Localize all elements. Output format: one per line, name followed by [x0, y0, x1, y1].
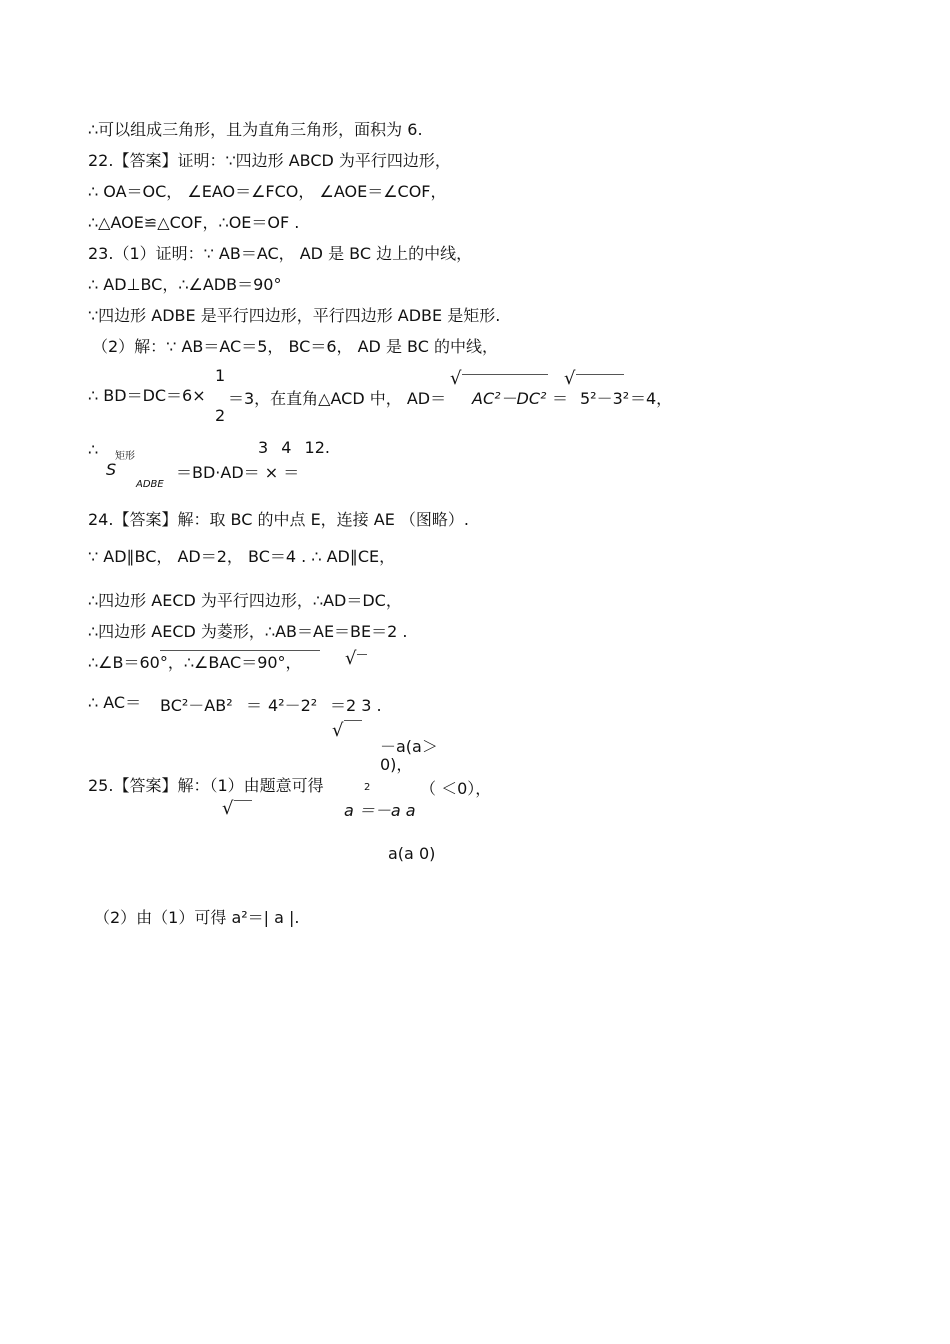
text-line: ∴四边形 AECD 为平行四边形，∴AD＝DC， — [88, 591, 402, 610]
radical-sign: √ — [564, 368, 576, 389]
case-line: a ＝－a a — [344, 801, 416, 820]
text-segment: ＝4， — [630, 389, 673, 408]
text-line: （2）解：∵ AB＝AC＝5， BC＝6， AD 是 BC 的中线， — [92, 337, 498, 356]
radical-bar — [462, 374, 548, 375]
text-line: 22.【答案】证明：∵四边形 ABCD 为平行四边形， — [88, 151, 451, 170]
text-line: 25.【答案】解：（1）由题意可得 — [88, 776, 324, 795]
radical-bar — [234, 800, 252, 801]
radical-bar — [357, 654, 367, 655]
text-segment: ＝2 3 . — [330, 696, 382, 715]
case-line: a(a 0) — [388, 844, 436, 863]
case-line: （ ＜0）， — [420, 779, 492, 798]
text-line: ∴可以组成三角形，且为直角三角形，面积为 6. — [88, 120, 423, 139]
radical-bar — [160, 650, 320, 651]
text-segment: ＝ — [552, 389, 569, 408]
subscript: ADBE — [136, 479, 164, 490]
text-line: ∴ OA＝OC， ∠EAO＝∠FCO， ∠AOE＝∠COF， — [88, 182, 447, 201]
text-line: ∴∠B＝60°，∴∠BAC＝90°， — [88, 653, 302, 672]
text-line: ∴ AD⊥BC，∴∠ADB＝90° — [88, 275, 282, 294]
text-line: ∵ AD∥BC， AD＝2， BC＝4 . ∴ AD∥CE， — [88, 547, 396, 566]
radical-bar — [576, 374, 624, 375]
superscript: 矩形 — [115, 451, 135, 462]
text-segment: ＝3，在直角△ACD 中， AD＝ — [228, 389, 447, 408]
fraction-denominator: 2 — [215, 406, 226, 425]
radical-sign: √ — [332, 720, 344, 741]
fraction-numerator: 1 — [215, 366, 226, 385]
text-line: 23.（1）证明：∵ AB＝AC， AD 是 BC 边上的中线， — [88, 244, 473, 263]
superscript: 2 — [364, 782, 371, 793]
values: 3 4 12. — [258, 438, 330, 457]
text-line: 24.【答案】解：取 BC 的中点 E，连接 AE （图略）. — [88, 510, 469, 529]
radical-sign: √ — [345, 648, 357, 669]
text-line: ∵四边形 ADBE 是平行四边形，平行四边形 ADBE 是矩形. — [88, 306, 501, 325]
radicand: 5²－3² — [580, 389, 630, 408]
text-segment: ＝BD·AD＝ × ＝ — [176, 463, 300, 482]
radical-sign: √ — [222, 798, 234, 819]
radical-sign: √ — [450, 368, 462, 389]
text-line: ∴ AC＝ — [88, 693, 142, 712]
text-line: ∴△AOE≌△COF，∴OE＝OF . — [88, 213, 300, 232]
area-symbol: S — [106, 460, 117, 479]
text-line: ∴四边形 AECD 为菱形，∴AB＝AE＝BE＝2 . — [88, 622, 408, 641]
radicand: BC²－AB² — [160, 696, 233, 715]
radicand: 4²－2² — [268, 696, 318, 715]
text-line: （2）由（1）可得 a²＝| a |. — [94, 908, 300, 927]
text-segment: ＝ — [246, 696, 263, 715]
case-line: －a(a＞0)， — [380, 737, 438, 774]
text-line: ∴ BD＝DC＝6× — [88, 386, 206, 405]
radical-bar — [344, 720, 362, 721]
text-line: ∴ — [88, 440, 99, 459]
radicand: AC²－DC² — [472, 389, 547, 408]
